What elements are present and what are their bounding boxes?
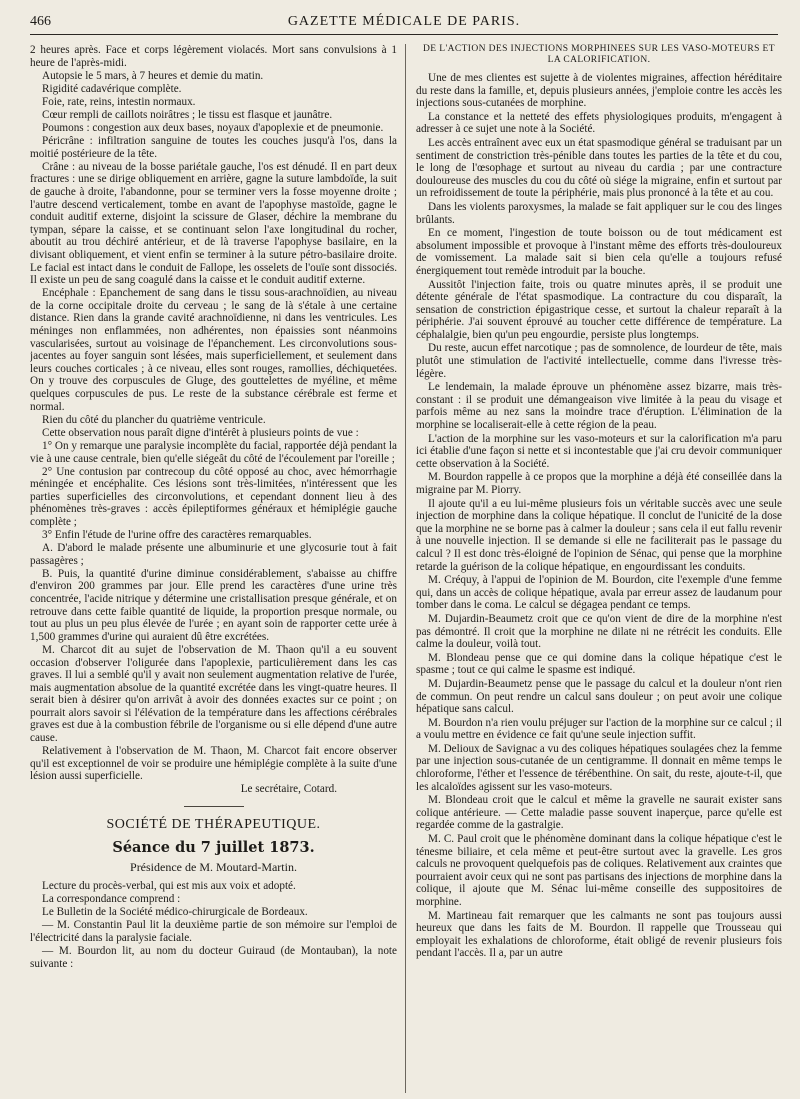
left-paragraph: 3° Enfin l'étude de l'urine offre des caractères remarquables. [42,529,312,542]
right-paragraph: Aussitôt l'injection faite, trois ou quatre minutes après, il se produit une détente générale de l'état spasmodique. La contracture du cou disparaît, la sensation de constriction épigastrique cesse, et surtout la chaleur reparaît à la périphérie. J'ai souvent éprouvé au toucher cette différence de température. La céphalalgie, bien qu'un peu engourdie, persiste plus longtemps. [416,278,782,341]
right-paragraph: M. Blondeau pense que ce qui domine dans la colique hépatique c'est le spasme ; tout ce qui calme le spasme est indiqué. [416,651,782,677]
left-paragraph: Foie, rate, reins, intestin normaux. [42,95,196,108]
page-header [30,12,778,35]
left-paragraph: Rigidité cadavérique complète. [42,82,182,95]
left-paragraph: Cette observation nous paraît digne d'intérêt à plusieurs points de vue : [42,426,359,439]
section-divider [184,806,244,807]
page-number: 466 [30,14,51,29]
left-paragraph: Crâne : au niveau de la bosse pariétale gauche, l'os est dénudé. Il en part deux fractures : une se dirige obliquement en arrière, gagne la suture lambdoïde, la suit de gauche à droite, l'abandonne, pour se terminer vers la fosse moyenne droite ; l'autre descend verticalement, tombe en avant de l'apophyse mastoïde, gagne le conduit auditif externe, disjoint la scissure de Glaser, déchire la membrane du tympan, sépare la caisse, et se continuant selon l'axe longitudinal du rocher, aboutit au trou déchiré antérieur, et de là traverse l'apophyse basilaire, en la divisant obliquement, et vient enfin se terminer à la suture pétro-basilaire droite. Le facial est intact dans le conduit de Fallope, les osselets de l'ouïe sont dissociés. Il existe un peu de sang coagulé dans la caisse et le conduit auditif externe. [30,160,397,287]
left-paragraph: 1° On y remarque une paralysie incomplète du facial, rapportée déjà pendant la vie à une cause centrale, bien qu'elle siégeât du côté de l'écoulement par l'oreille ; [30,439,397,465]
right-paragraph: M. Blondeau croit que le calcul et même la gravelle ne saurait exister sans colique antérieure. — Cette maladie passe souvent inaperçue, parce qu'elle est regardée comme de la gastralgie. [416,794,782,832]
secretary-signature: Le secrétaire, Cotard. [240,783,337,796]
left-paragraph: B. Puis, la quantité d'urine diminue considérablement, s'abaisse au chiffre d'environ 200 grammes par jour. Elle prend les caractères d'une urine très concentrée, l'acide nitrique y détermine une cristallisation presque générale, et on retrouve dans cette faible quantité de liquide, la proportion presque normale, ou tout au plus un peu plus élevée de l'urée ; en ayant soin de rapporter cette urée à 1,500 grammes d'urine qui auraient dû être excrétées. [30,567,397,643]
right-paragraph: M. Bourdon rappelle à ce propos que la morphine a déjà été conseillée dans la migraine par M. Piorry. [416,471,782,496]
right-paragraph: La constance et la netteté des effets physiologiques produits, m'engagent à adresser à ce sujet une note à la Société. [416,110,782,136]
session-title: Séance du 7 juillet 1873. [112,839,315,857]
running-title: GAZETTE MÉDICALE DE PARIS. [287,14,521,29]
right-paragraph: Les accès entraînent avec eux un état spasmodique général se traduisant par un sentiment de constriction très-pénible dans toutes les parties de la tête et du cou, le long de l'œsophage et surtout au niveau du cardia ; par une contracture douloureuse des muscles du cou du côté où siége la migraine, enfin et surtout par un refroidissement de toute la périphérie, mais plus prononcé à la tête et au cou. [416,136,782,200]
left-paragraph: Relativement à l'observation de M. Thaon, M. Charcot fait encore observer qu'il est exceptionnel de voir se produire une hémiplégie complète à la suite d'une lésion aussi superficielle. [30,745,397,783]
left-paragraph: La correspondance comprend : [42,893,181,906]
right-paragraph: M. Créquy, à l'appui de l'opinion de M. Bourdon, cite l'exemple d'une femme qui, dans un accès de colique hépatique, avala par erreur assez de laudanum pour tomber dans le coma. Le calcul se dégagea pendant ce temps. [416,574,782,612]
article-title: DE L'ACTION DES INJECTIONS MORPHINÉES SUR LES VASO-MOTEURS ET LA CALORIFICATION. [423,44,775,65]
right-paragraph: Du reste, aucun effet narcotique ; pas de somnolence, de lourdeur de tête, mais plutôt une stimulation de l'activité intellectuelle, comme dans l'ivresse très-légère. [416,342,782,380]
right-column [406,44,782,1093]
left-paragraph: 2 heures après. Face et corps légèrement violacés. Mort sans convulsions à 1 heure de l'après-midi. [30,44,397,69]
right-paragraph: Le lendemain, la malade éprouve un phénomène assez bizarre, mais très-constant : il se produit une démangeaison vive limitée à la peau du visage et parfois même au nez sans la moindre trace d'éruption. L'élimination de la morphine se localiserait-elle à cette région de la peau. [416,381,782,432]
right-paragraph: L'action de la morphine sur les vaso-moteurs et sur la calorification m'a paru ici établie d'une façon si nette et si incontestable que j'ai cru devoir communiquer cette observation à la Société. [416,432,782,470]
left-paragraph: Autopsie le 5 mars, à 7 heures et demie du matin. [42,69,264,82]
left-paragraph: Poumons : congestion aux deux bases, noyaux d'apoplexie et de pneumonie. [42,122,384,135]
left-paragraph: Péricrâne : infiltration sanguine de toutes les couches jusqu'à l'os, dans la moitié postérieure de la tête. [30,135,397,160]
right-paragraph: En ce moment, l'ingestion de toute boisson ou de tout médicament est absolument impossible et provoque à l'instant même des efforts très-douloureux de vomissement. La malade sait si bien cela qu'elle a toujours refusé énergiquement tout remède introduit par la bouche. [416,227,782,277]
left-paragraph: Cœur rempli de caillots noirâtres ; le tissu est flasque et jaunâtre. [42,108,333,121]
left-paragraph: 2° Une contusion par contrecoup du côté opposé au choc, avec hémorrhagie méningée et encéphalite. Ces lésions sont très-limitées, n'intéressent que les parties superficielles des circonvolutions, et cependant donnent lieu à des phénomènes très-graves : accès épileptiformes généraux et hémiplégie gauche complète ; [30,465,397,528]
right-paragraph: M. Delioux de Savignac a vu des coliques hépatiques soulagées chez la femme par une injection sous-cutanée de un centigramme. Il donnait en même temps le chloroforme, l'éther et l'essence de térébenthine. On sait, du reste, ajoute-t-il, que les alcaloïdes agissent sur les vaso-moteurs. [416,742,782,793]
right-paragraph: Une de mes clientes est sujette à de violentes migraines, affection héréditaire du reste dans la famille, et, depuis plusieurs années, j'emploie contre les accès les injections sous-cutanées de morphine. [416,72,782,110]
left-paragraph: Le Bulletin de la Société médico-chirurgicale de Bordeaux. [42,906,308,919]
right-paragraph: M. C. Paul croit que le phénomène dominant dans la colique hépatique c'est le ténesme biliaire, et cela même et peut-être surtout avec la gravelle. Les gros calculs ne provoquent quelquefois pas de coliques. Relativement aux craintes que pourraient avoir ceux qui ne sont pas partisans des injections de morphine dans la colique, il ajoute que M. Sénac lui-même conseille des suppositoires de morphine. [416,833,782,908]
left-paragraph: A. D'abord le malade présente une albuminurie et une glycosurie tout à fait passagères ; [30,542,397,567]
left-paragraph: Encéphale : Epanchement de sang dans le tissu sous-arachnoïdien, au niveau de la corne occipitale droite du cerveau ; le sang de là s'étale à une certaine distance. Rien dans la grande cavité arachnoïdienne, ni dans les ventricules. Les méninges non enflammées, non adhérentes, non épaissies sont néanmoins vascularisées, surtout au voisinage de l'épanchement. Les circonvolutions sous-jacentes au foyer sanguin sont lésées, mais superficiellement, et seulement dans leurs couches corticales ; à ce niveau, elles sont rouges, ramollies, déchiquetées. On y trouve des corpuscules de Gluge, des gouttelettes de myéline, et même quelques corpuscules de pus. Le reste de la substance cérébrale est ferme et normal. [30,287,397,413]
left-paragraph: M. Charcot dit au sujet de l'observation de M. Thaon qu'il a eu souvent occasion d'observer l'oligurée dans l'apoplexie, particulièrement dans les cas graves. Il lui a semblé qu'il y avait non seulement augmentation relative de l'urée, mais augmentation absolue de la quantité excrétée dans les vingt-quatre heures. Il serait bien à désirer qu'on arrivât à avoir des données exactes sur ce point ; on pourrait alors savoir si l'élévation de la température dans les affections cérébrales graves est due à la combustion fébrile de l'organisme ou si elle dépend d'une autre cause. [30,643,397,745]
left-paragraph: — M. Bourdon lit, au nom du docteur Guiraud (de Montauban), la note suivante : [30,945,397,970]
presidence-line: Présidence de M. Moutard-Martin. [130,860,297,875]
left-paragraph: Rien du côté du plancher du quatrième ventricule. [42,413,266,426]
right-paragraph: M. Dujardin-Beaumetz pense que le passage du calcul et la douleur n'ont rien de commun. On peut rendre un calcul sans douleur ; on peut avoir une colique hépatique sans calcul. [416,677,782,716]
two-column-body [30,44,782,1093]
right-paragraph: M. Martineau fait remarquer que les calmants ne sont pas toujours aussi heureux que dans les faits de M. Bourdon. Il rappelle que Trousseau qui employait les exhalations de chloroforme, était obligé de revenir plusieurs fois pendant l'accès. Il a, par un autre [416,909,782,960]
society-title: SOCIÉTÉ DE THÉRAPEUTIQUE. [106,817,321,833]
left-paragraph: Lecture du procès-verbal, qui est mis aux voix et adopté. [42,880,296,893]
right-paragraph: M. Bourdon n'a rien voulu préjuger sur l'action de la morphine sur ce calcul ; il a voulu mettre en évidence ce fait qu'une seule injection suffit. [416,716,782,742]
left-paragraph: — M. Constantin Paul lit la deuxième partie de son mémoire sur l'emploi de l'électricité dans la paralysie faciale. [30,919,397,944]
right-paragraph: Dans les violents paroxysmes, la malade se fait appliquer sur le cou des linges brûlants. [416,200,782,226]
right-paragraph: M. Dujardin-Beaumetz croit que ce qu'on vient de dire de la morphine n'est pas démontré. Il croit que la morphine ne dilate ni ne rétrécit les conduits. Elle calme la douleur, voilà tout. [416,612,782,651]
right-paragraph: Il ajoute qu'il a eu lui-même plusieurs fois un véritable succès avec une seule injection de morphine dans la colique hépatique. Il conclut de l'unicité de la dose que la morphine ne se borne pas à calmer la douleur ; sans cela il eut fallu revenir à une nouvelle injection. Il se demande si elle ne faciliterait pas le passage du calcul ? Il est donc très-éloigné de l'opinion de Sénac, qui pense que la morphine retarde la guérison de la colique hépatique, en engourdissant les conduits. [416,497,782,573]
left-column [30,44,406,1093]
